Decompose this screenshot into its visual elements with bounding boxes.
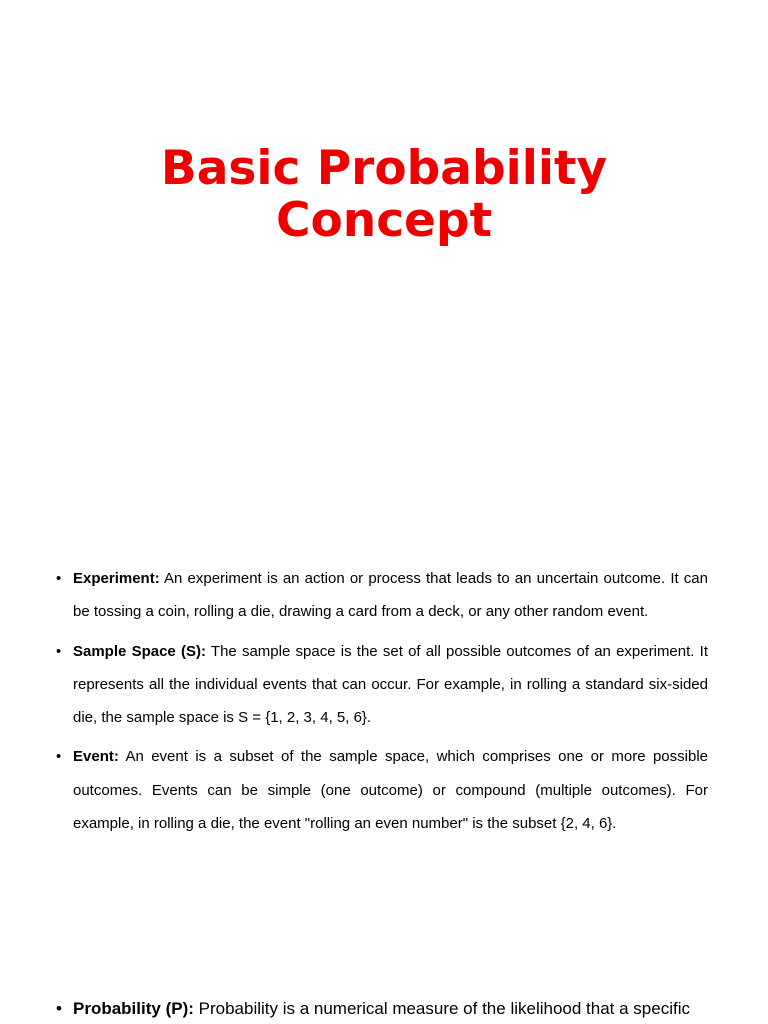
- definition-experiment: An experiment is an action or process that leads to an uncertain outcome. It can be tossing a coin, rolling a die, drawing a card from a deck, or any other random event.: [73, 570, 708, 621]
- definition-sample-space: The sample space is the set of all possible outcomes of an experiment. It represents all the individual events that can occur. For example, in rolling a standard six-sided die, the sample space is S = {1, 2, 3, 4, 5, 6}.: [73, 642, 708, 727]
- definition-probability: Probability is a numerical measure of the likelihood that a specific: [193, 999, 690, 1018]
- bullet-marker: •: [56, 999, 62, 1018]
- definition-event: An event is a subset of the sample space, which comprises one or more possible outcomes. Events can be simple (one outcome) or compound (multiple outcomes). For example, in rolling a die, the event "rolling an even number" is the subset {2, 4, 6}.: [73, 748, 708, 833]
- title-line-1: Basic Probability: [160, 141, 608, 197]
- title-line-2: Concept: [275, 193, 493, 249]
- list-item-experiment: [56, 562, 708, 629]
- bullet-marker: •: [56, 642, 62, 660]
- bullet-marker: •: [56, 570, 62, 587]
- list-item-sample-space: [56, 635, 708, 735]
- term-sample-space: Sample Space (S):: [73, 642, 206, 660]
- page-title: [0, 143, 768, 247]
- term-probability: Probability (P):: [73, 999, 194, 1018]
- bullet-marker: •: [56, 748, 62, 766]
- definition-list: [56, 562, 708, 846]
- list-item-probability: [56, 992, 708, 1024]
- list-item-event: [56, 740, 708, 840]
- term-event: Event:: [73, 748, 119, 766]
- term-experiment: Experiment:: [73, 570, 160, 587]
